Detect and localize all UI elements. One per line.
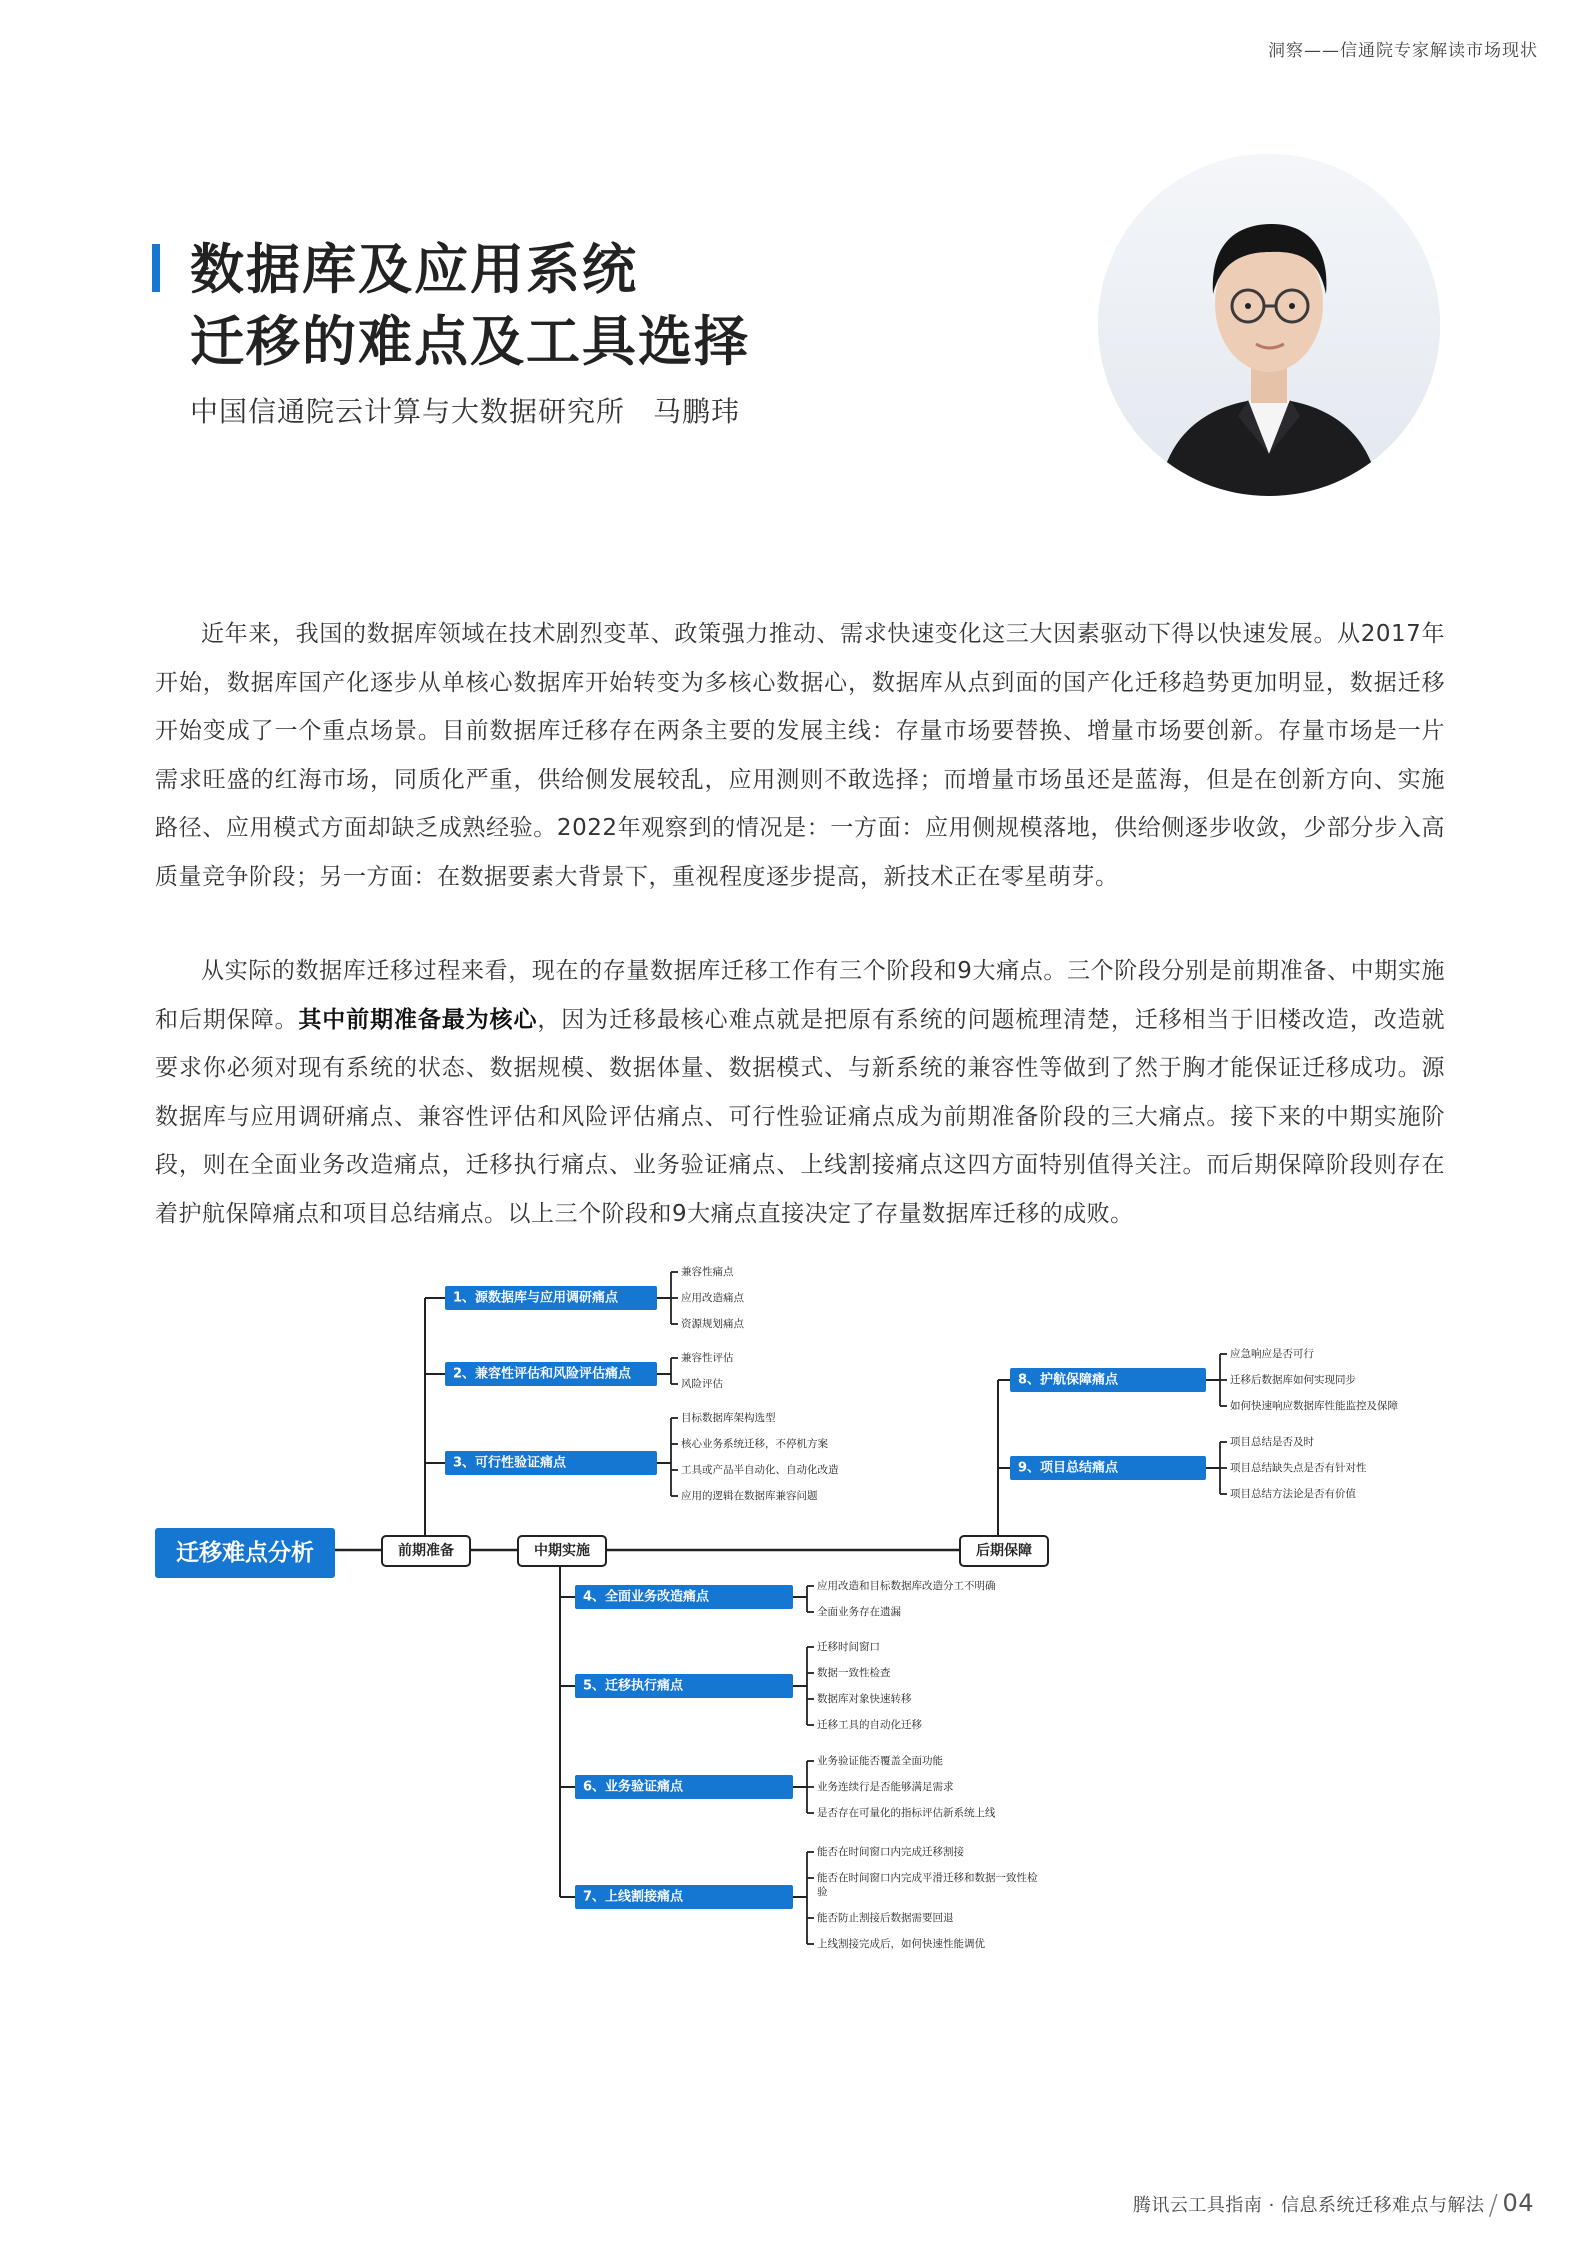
article-title (190, 234, 750, 378)
early-branch-3-leaf: 工具或产品半自动化、自动化改造 (681, 1464, 839, 1476)
mid-branch-6-label: 6、业务验证痛点 (583, 1779, 684, 1795)
early-branch-1-leaf: 应用改造痛点 (681, 1292, 744, 1304)
mid-branch-4-label: 4、全面业务改造痛点 (583, 1589, 710, 1605)
title-accent-bar (152, 244, 160, 292)
title-line-1: 数据库及应用系统 (190, 238, 638, 301)
title-line-2: 迁移的难点及工具选择 (190, 310, 750, 373)
mid-branch-5-label: 5、迁移执行痛点 (583, 1678, 684, 1694)
paragraph-2-part-a: 从实际的数据库迁移过程来看，现在的存量数据库迁移工作有三个阶段和9大痛点。三个阶段分别是前期准备、中期实施和后期保障。 (155, 958, 1445, 1033)
early-branch-3-leaf: 核心业务系统迁移，不停机方案 (681, 1438, 828, 1450)
mid-branch-7-leaf: 能否在时间窗口内完成迁移割接 (817, 1846, 964, 1858)
mid-branch-6-leaf: 业务连续行是否能够满足需求 (817, 1781, 954, 1793)
early-branch-2-label: 2、兼容性评估和风险评估痛点 (453, 1366, 632, 1382)
author-portrait (1098, 154, 1440, 496)
late-branch-8-leaf: 如何快速响应数据库性能监控及保障 (1230, 1400, 1398, 1412)
paragraph-2-bold: 其中前期准备最为核心 (298, 1006, 538, 1033)
paragraph-2 (155, 947, 1445, 1238)
stage-mid-label: 中期实施 (534, 1543, 590, 1559)
late-branch-8-leaf: 应急响应是否可行 (1230, 1348, 1314, 1360)
late-branch-9-leaf: 项目总结是否及时 (1230, 1436, 1314, 1448)
mid-branch-7-label: 7、上线割接痛点 (583, 1889, 684, 1905)
migration-pain-points-mindmap (150, 1250, 1450, 1970)
mid-branch-7-leaf: 能否防止割接后数据需要回退 (817, 1912, 954, 1924)
paragraph-2-part-b: ，因为迁移最核心难点就是把原有系统的问题梳理清楚，迁移相当于旧楼改造，改造就要求你必须对现有系统的状态、数据规模、数据体量、数据模式、与新系统的兼容性等做到了然于胸才能保证迁移成功。源数据库与应用调研痛点、兼容性评估和风险评估痛点、可行性验证痛点成为前期准备阶段的三大痛点。接下来的中期实施阶段，则在全面业务改造痛点，迁移执行痛点、业务验证痛点、上线割接痛点这四方面特别值得关注。而后期保障阶段则存在着护航保障痛点和项目总结痛点。以上三个阶段和9大痛点直接决定了存量数据库迁移的成败。 (155, 1006, 1446, 1227)
paragraph-1: 近年来，我国的数据库领域在技术剧烈变革、政策强力推动、需求快速变化这三大因素驱动下得以快速发展。从2017年开始，数据库国产化逐步从单核心数据库开始转变为多核心数据心，数据库从点到面的国产化迁移趋势更加明显，数据迁移开始变成了一个重点场景。目前数据库迁移存在两条主要的发展主线：存量市场要替换、增量市场要创新。存量市场是一片需求旺盛的红海市场，同质化严重，供给侧发展较乱，应用测则不敢选择；而增量市场虽还是蓝海，但是在创新方向、实施路径、应用模式方面却缺乏成熟经验。2022年观察到的情况是：一方面：应用侧规模落地，供给侧逐步收敛，少部分步入高质量竞争阶段；另一方面：在数据要素大背景下，重视程度逐步提高，新技术正在零星萌芽。 (155, 621, 1445, 890)
root-node-label: 迁移难点分析 (176, 1540, 314, 1566)
early-branch-3-label: 3、可行性验证痛点 (453, 1455, 567, 1471)
header-caption: 洞察——信通院专家解读市场现状 (1268, 41, 1538, 61)
late-branch-9-label: 9、项目总结痛点 (1018, 1460, 1119, 1476)
mid-branch-6-leaf: 业务验证能否覆盖全面功能 (817, 1755, 943, 1767)
early-branch-3-leaf: 目标数据库架构选型 (681, 1412, 776, 1424)
stage-early-label: 前期准备 (398, 1543, 454, 1559)
mid-branch-5-leaf: 数据库对象快速转移 (817, 1693, 912, 1705)
mid-branch-4-leaf: 应用改造和目标数据库改造分工不明确 (817, 1580, 996, 1592)
stage-late-label: 后期保障 (976, 1543, 1032, 1559)
mid-branch-5-leaf: 数据一致性检查 (817, 1667, 891, 1679)
footer (1133, 2188, 1534, 2221)
mid-branch-6-leaf: 是否存在可量化的指标评估新系统上线 (817, 1807, 996, 1819)
mid-branch-7-leaf: 能否在时间窗口内完成平滑迁移和数据一致性检 (817, 1872, 1038, 1884)
late-branch-8-label: 8、护航保障痛点 (1018, 1372, 1119, 1388)
portrait-illustration (1098, 154, 1440, 496)
page-number: 04 (1502, 2189, 1534, 2217)
late-branch-8-leaf: 迁移后数据库如何实现同步 (1230, 1374, 1356, 1386)
early-branch-1-label: 1、源数据库与应用调研痛点 (453, 1290, 619, 1306)
mid-branch-4-leaf: 全面业务存在遗漏 (817, 1606, 901, 1618)
author-line (190, 390, 740, 430)
footer-text: 腾讯云工具指南 · 信息系统迁移难点与解法 (1132, 2195, 1485, 2216)
author-name: 马鹏玮 (653, 395, 741, 428)
mid-branch-7-leaf: 验 (817, 1886, 828, 1898)
mid-branch-5-leaf: 迁移时间窗口 (817, 1641, 880, 1653)
early-branch-2-leaf: 兼容性评估 (681, 1352, 734, 1364)
mid-branch-7-leaf: 上线割接完成后，如何快速性能调优 (817, 1938, 985, 1950)
late-branch-9-leaf: 项目总结缺失点是否有针对性 (1230, 1462, 1367, 1474)
mid-branch-5-leaf: 迁移工具的自动化迁移 (817, 1719, 922, 1731)
footer-slash: / (1488, 2188, 1499, 2221)
early-branch-3-leaf: 应用的逻辑在数据库兼容问题 (681, 1490, 818, 1502)
early-branch-1-leaf: 兼容性痛点 (681, 1266, 734, 1278)
early-branch-1-leaf: 资源规划痛点 (681, 1318, 744, 1330)
author-org: 中国信通院云计算与大数据研究所 (190, 395, 626, 428)
late-branch-9-leaf: 项目总结方法论是否有价值 (1230, 1488, 1356, 1500)
early-branch-2-leaf: 风险评估 (681, 1378, 723, 1390)
